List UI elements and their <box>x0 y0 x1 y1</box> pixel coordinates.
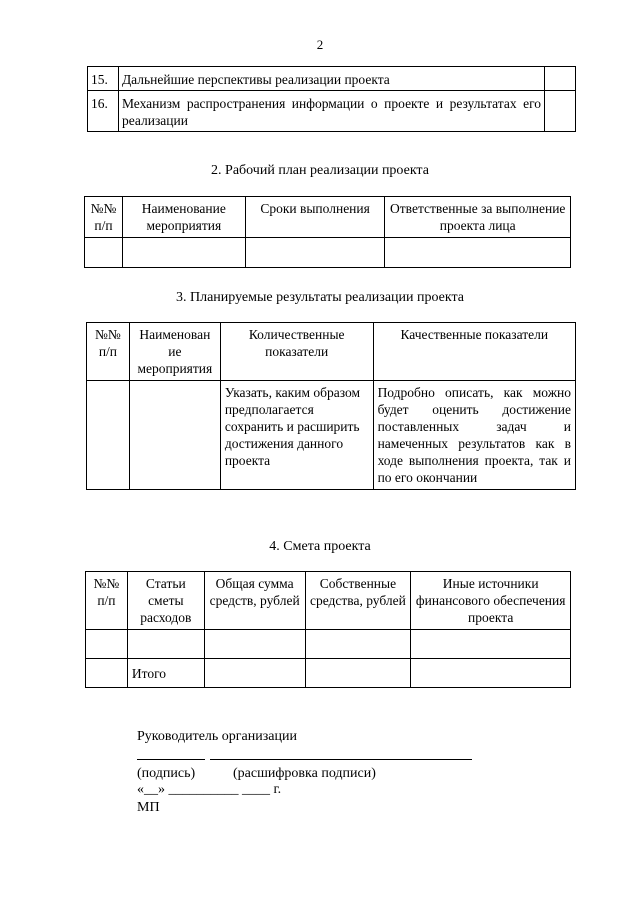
empty-cell <box>86 630 128 659</box>
header-event-name: Наименован ие мероприятия <box>129 323 220 381</box>
empty-cell <box>87 381 130 490</box>
section-4-title: 4. Смета проекта <box>269 539 371 554</box>
signature-line <box>137 759 205 760</box>
header-responsible: Ответственные за выполнение проекта лица <box>385 197 571 238</box>
empty-cell <box>127 630 204 659</box>
header-event-name: Наименование мероприятия <box>122 197 245 238</box>
header-quantitative: Количественные показатели <box>220 323 373 381</box>
empty-cell <box>204 630 305 659</box>
empty-cell <box>129 381 220 490</box>
header-number: №№ п/п <box>87 323 130 381</box>
empty-cell <box>411 659 571 688</box>
table-header-row <box>86 572 571 630</box>
qualitative-note: Подробно описать, как можно будет оценить достижение поставленных задач и намеченных результатов как в ходе выполнения проекта, так и по его окончании <box>373 381 575 490</box>
planned-results-table <box>86 322 576 490</box>
head-of-organization-label: Руководитель организации <box>137 729 297 744</box>
empty-cell <box>245 238 385 268</box>
table-row <box>86 630 571 659</box>
header-deadlines: Сроки выполнения <box>245 197 385 238</box>
header-number: №№ п/п <box>86 572 128 630</box>
date-line: «__» __________ ____ г. <box>137 782 282 797</box>
quantitative-note: Указать, каким образом предполагается сохранить и расширить достижения данного проекта <box>220 381 373 490</box>
table-row <box>85 238 571 268</box>
total-label: Итого <box>127 659 204 688</box>
header-total-amount: Общая сумма средств, рублей <box>204 572 305 630</box>
stamp-label: МП <box>137 800 160 815</box>
transcript-line <box>210 759 472 760</box>
table-header-row <box>87 323 576 381</box>
empty-cell <box>545 67 576 91</box>
header-qualitative: Качественные показатели <box>373 323 575 381</box>
empty-cell <box>411 630 571 659</box>
budget-table <box>85 571 571 688</box>
empty-cell <box>85 238 123 268</box>
empty-cell <box>305 630 411 659</box>
empty-cell <box>385 238 571 268</box>
table-header-row <box>85 197 571 238</box>
transcript-caption: (расшифровка подписи) <box>233 766 376 781</box>
signature-caption: (подпись) <box>137 766 196 781</box>
header-number: №№ п/п <box>85 197 123 238</box>
row-number: 16. <box>88 91 119 132</box>
section-2-title: 2. Рабочий план реализации проекта <box>211 163 429 178</box>
table-row <box>87 381 576 490</box>
table-row <box>88 91 576 132</box>
row-text: Механизм распространения информации о проекте и результатах его реализации <box>118 91 544 132</box>
table-row <box>88 67 576 91</box>
row-text: Дальнейшие перспективы реализации проекта <box>118 67 544 91</box>
header-other-sources: Иные источники финансового обеспечения проекта <box>411 572 571 630</box>
header-own-funds: Собственные средства, рублей <box>305 572 411 630</box>
row-number: 15. <box>88 67 119 91</box>
header-expense-items: Статьи сметы расходов <box>127 572 204 630</box>
table-row-total <box>86 659 571 688</box>
section-3-title: 3. Планируемые результаты реализации проекта <box>175 290 465 305</box>
empty-cell <box>86 659 128 688</box>
empty-cell <box>122 238 245 268</box>
empty-cell <box>204 659 305 688</box>
empty-cell <box>305 659 411 688</box>
project-info-table <box>87 66 576 132</box>
empty-cell <box>545 91 576 132</box>
work-plan-table <box>84 196 571 268</box>
page-number: 2 <box>316 37 324 52</box>
